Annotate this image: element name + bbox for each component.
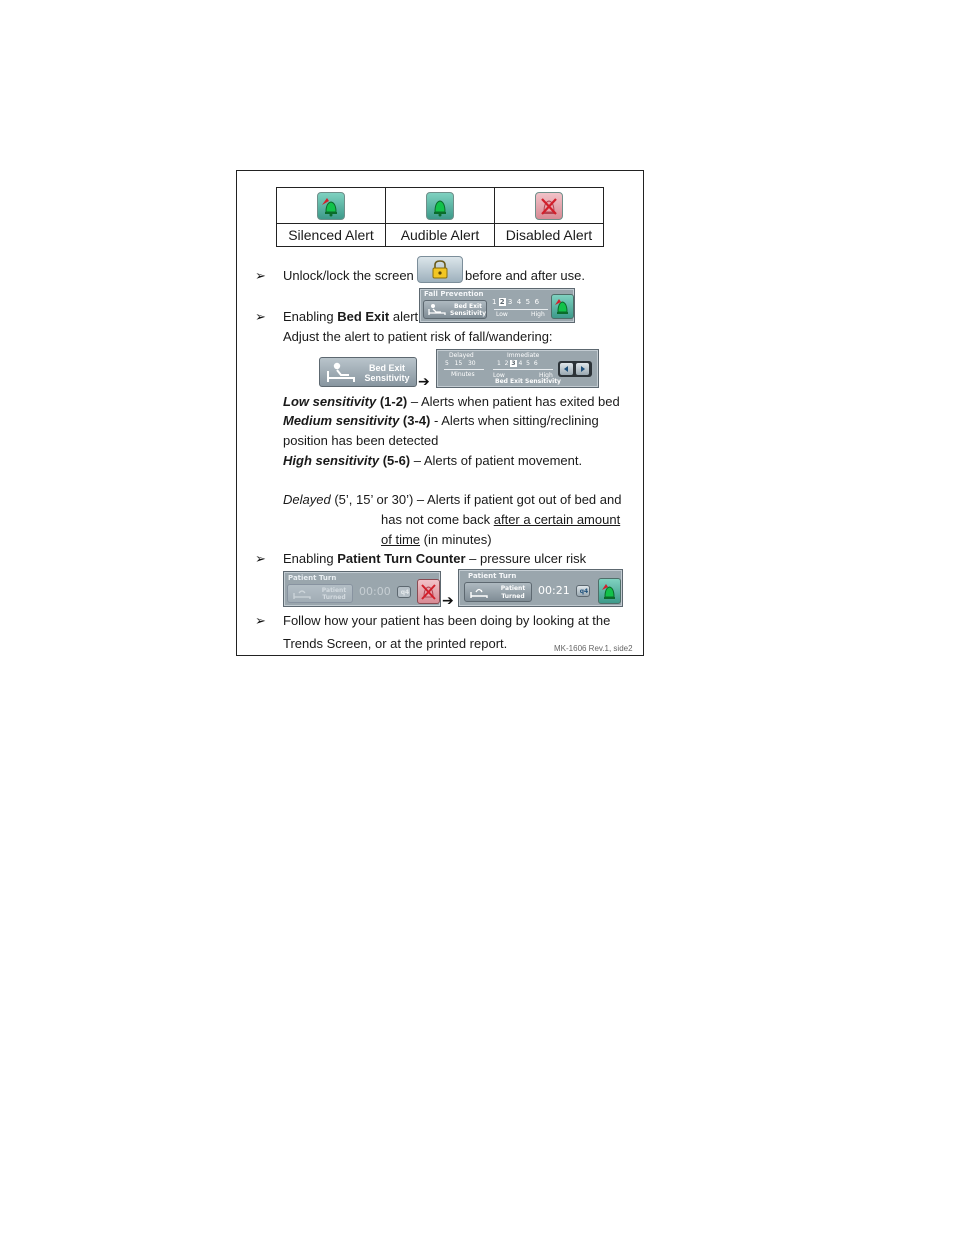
unlock-text: Unlock/lock the screen: [283, 268, 414, 283]
bed-turn-icon: [468, 585, 490, 601]
bullet-marker: ➢: [255, 268, 266, 283]
disabled-bell-icon: [418, 580, 439, 603]
bullet-marker: ➢: [255, 309, 266, 324]
turn-alert-disabled-button[interactable]: [417, 579, 440, 604]
turn-interval-button[interactable]: q4: [576, 585, 590, 597]
bed-icon: [426, 302, 448, 318]
sensitivity-levels: 1 2 3 4 5 6: [497, 360, 538, 367]
unlock-text-after: before and after use.: [465, 268, 585, 283]
audible-alert-label: Audible Alert: [386, 224, 495, 247]
lock-icon: [418, 257, 462, 282]
bed-exit-sensitivity-button[interactable]: Bed Exit Sensitivity: [319, 357, 417, 387]
disabled-bell-icon: [535, 192, 563, 220]
arrow-icon: ➔: [418, 373, 430, 389]
delayed-text-line3: of time (in minutes): [381, 532, 492, 547]
bullet-marker: ➢: [255, 613, 266, 628]
bullet-marker: ➢: [255, 551, 266, 566]
arrow-icon: ➔: [442, 592, 454, 608]
bell-icon: [426, 192, 454, 220]
medium-sensitivity-text: Medium sensitivity (3-4) - Alerts when sitting/reclining: [283, 413, 599, 428]
chevron-left-icon: [560, 363, 573, 375]
silenced-bell-icon: [552, 295, 573, 318]
delay-minutes-values: 5 15 30: [445, 360, 476, 367]
increase-button[interactable]: [576, 363, 589, 375]
turn-interval-button-disabled[interactable]: q4: [397, 586, 411, 598]
silenced-bell-icon: [599, 579, 620, 603]
silenced-bell-icon: [317, 192, 345, 220]
sensitivity-arrow-controls: [558, 361, 592, 377]
bed-exit-sensitivity-button-small[interactable]: Bed Exit Sensitivity: [423, 300, 487, 319]
patient-turn-text: Enabling Patient Turn Counter – pressure ulcer risk: [283, 551, 587, 566]
patient-turned-button[interactable]: Patient Turned: [464, 582, 532, 602]
delayed-text-line2: has not come back after a certain amount: [381, 512, 621, 527]
fall-alert-bell-button[interactable]: [551, 294, 574, 319]
lock-button[interactable]: [417, 256, 463, 283]
bed-exit-text: Enabling Bed Exit alert: [283, 309, 419, 324]
disabled-alert-label: Disabled Alert: [495, 224, 604, 247]
document-footer: MK-1606 Rev.1, side2: [554, 644, 633, 653]
bed-icon: [324, 360, 358, 386]
bed-turn-icon: [291, 586, 313, 602]
silenced-alert-label: Silenced Alert: [277, 224, 386, 247]
delayed-text: Delayed (5’, 15’ or 30’) – Alerts if patient got out of bed and: [283, 492, 622, 507]
follow-text-line2: Trends Screen, or at the printed report.: [283, 636, 508, 651]
patient-turned-button-disabled[interactable]: Patient Turned: [287, 584, 353, 603]
adjust-alert-text: Adjust the alert to patient risk of fall/wandering:: [283, 329, 553, 344]
follow-text-line1: Follow how your patient has been doing by looking at the: [283, 613, 611, 628]
patient-turn-panel-enabled: Patient Turn Patient Turned 00:21 q4: [458, 569, 623, 607]
fall-levels: 1 2 3 4 5 6: [492, 298, 540, 306]
fall-prevention-panel: Fall Prevention Bed Exit Sensitivity 1 2 3 4 5 6 Low High: [419, 288, 575, 323]
chevron-right-icon: [576, 363, 589, 375]
alert-types-table: [276, 187, 604, 247]
patient-turn-panel-disabled: Patient Turn Patient Turned 00:00 q4: [283, 571, 441, 607]
medium-sensitivity-text-cont: position has been detected: [283, 433, 439, 448]
high-sensitivity-text: High sensitivity (5-6) – Alerts of patient movement.: [283, 453, 583, 468]
bed-exit-sensitivity-panel: Delayed Immediate 5 15 30 1 2 3 4 5 6 Minutes Low High Bed Exit Sensitivity: [436, 349, 599, 388]
turn-timer-disabled: 00:00: [359, 585, 391, 598]
instruction-card: [236, 170, 644, 656]
low-sensitivity-text: Low sensitivity (1-2) – Alerts when patient has exited bed: [283, 394, 620, 409]
decrease-button[interactable]: [560, 363, 573, 375]
turn-alert-button[interactable]: [598, 578, 621, 604]
turn-timer: 00:21: [538, 584, 570, 597]
fall-prevention-title: Fall Prevention: [424, 290, 484, 298]
